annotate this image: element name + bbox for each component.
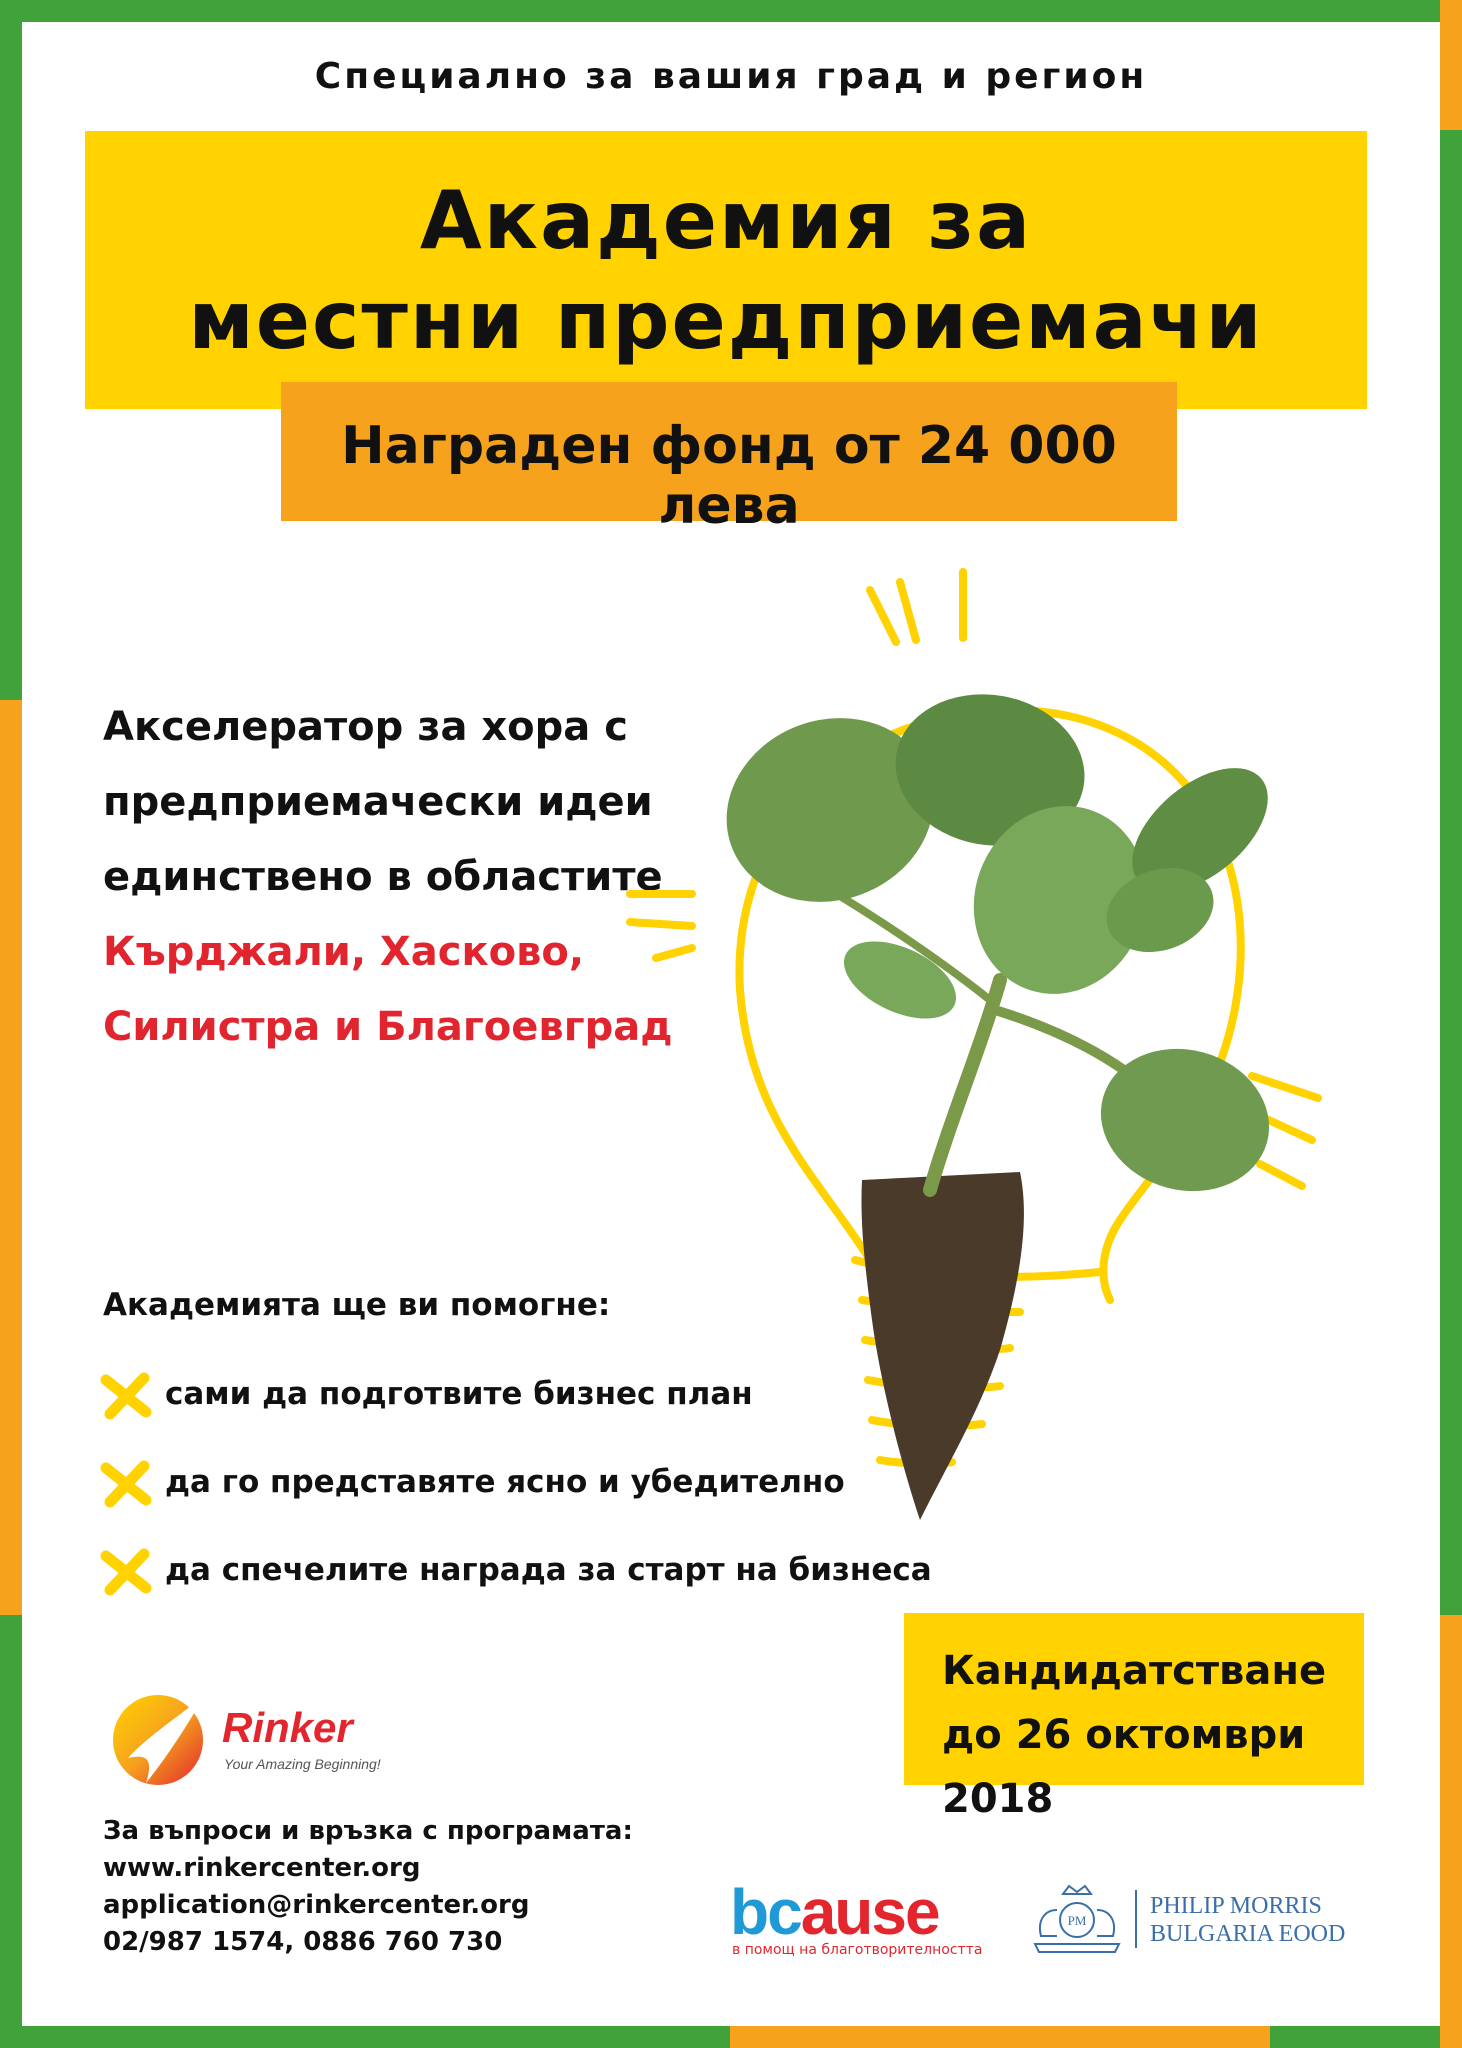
intro-line-3: единствено в областите: [103, 854, 663, 900]
rinker-swoosh-icon: [106, 1688, 216, 1788]
border-right-green: [1440, 130, 1462, 1615]
prize-text: Награден фонд от 24 000 лева: [341, 416, 1117, 536]
cross-mark-icon: [100, 1370, 152, 1422]
bcause-logo: [730, 1876, 990, 1960]
regions-line-1: Кърджали, Хасково,: [103, 929, 585, 975]
deadline-text: [942, 1639, 1364, 1831]
deadline-line-2: до 26 октомври 2018: [942, 1712, 1306, 1822]
title-line-2: местни предприемачи: [188, 274, 1264, 367]
cross-mark-icon: [100, 1458, 152, 1510]
deadline-line-1: Кандидатстване: [942, 1648, 1327, 1694]
border-top-green: [0, 0, 1462, 22]
tagline: Специално за вашия град и регион: [314, 56, 1148, 97]
title-line-1: Академия за: [419, 174, 1033, 267]
regions-line-2: Силистра и Благоевград: [103, 1004, 673, 1050]
help-title: Академията ще ви помогне:: [103, 1287, 611, 1323]
crest-icon: [1027, 1880, 1127, 1960]
bcause-wordmark: bcause: [730, 1876, 939, 1948]
contact-email[interactable]: application@rinkercenter.org: [103, 1890, 530, 1920]
border-left-orange: [0, 700, 22, 1615]
border-left-green: [0, 0, 22, 700]
contact-phones: 02/987 1574, 0886 760 730: [103, 1927, 503, 1957]
prize-banner: [281, 382, 1177, 536]
deadline-banner: [904, 1613, 1364, 1822]
intro-line-1: Акселератор за хора с: [103, 704, 628, 750]
contact-website[interactable]: www.rinkercenter.org: [103, 1853, 421, 1883]
intro-line-2: предприемачески идеи: [103, 779, 653, 825]
list-item-text: сами да подготвите бизнес план: [165, 1376, 753, 1412]
page-title: [85, 171, 1367, 371]
contact-block: [103, 1813, 633, 1961]
svg-text:PM: PM: [1067, 1913, 1087, 1928]
list-item-text: да го представяте ясно и убедително: [165, 1464, 845, 1500]
rinker-tagline: Your Amazing Beginning!: [224, 1756, 381, 1772]
border-right-orange-lower: [1440, 1615, 1462, 2048]
title-banner: [85, 131, 1367, 409]
contact-title: За въпроси и връзка с програмата:: [103, 1816, 633, 1846]
cross-mark-icon: [100, 1546, 152, 1598]
bcause-tagline: в помощ на благотворителността: [732, 1942, 983, 1958]
list-item-text: да спечелите награда за старт на бизнеса: [165, 1552, 932, 1588]
border-left-green-lower: [0, 1615, 22, 2048]
logo-divider: [1135, 1890, 1137, 1948]
philip-morris-logo: [1025, 1880, 1365, 1960]
rinker-logo: [106, 1688, 426, 1788]
border-bottom-orange: [730, 2026, 1270, 2048]
rinker-name: Rinker: [222, 1704, 353, 1751]
philip-morris-name: PHILIP MORRIS BULGARIA EOOD: [1150, 1893, 1346, 1947]
